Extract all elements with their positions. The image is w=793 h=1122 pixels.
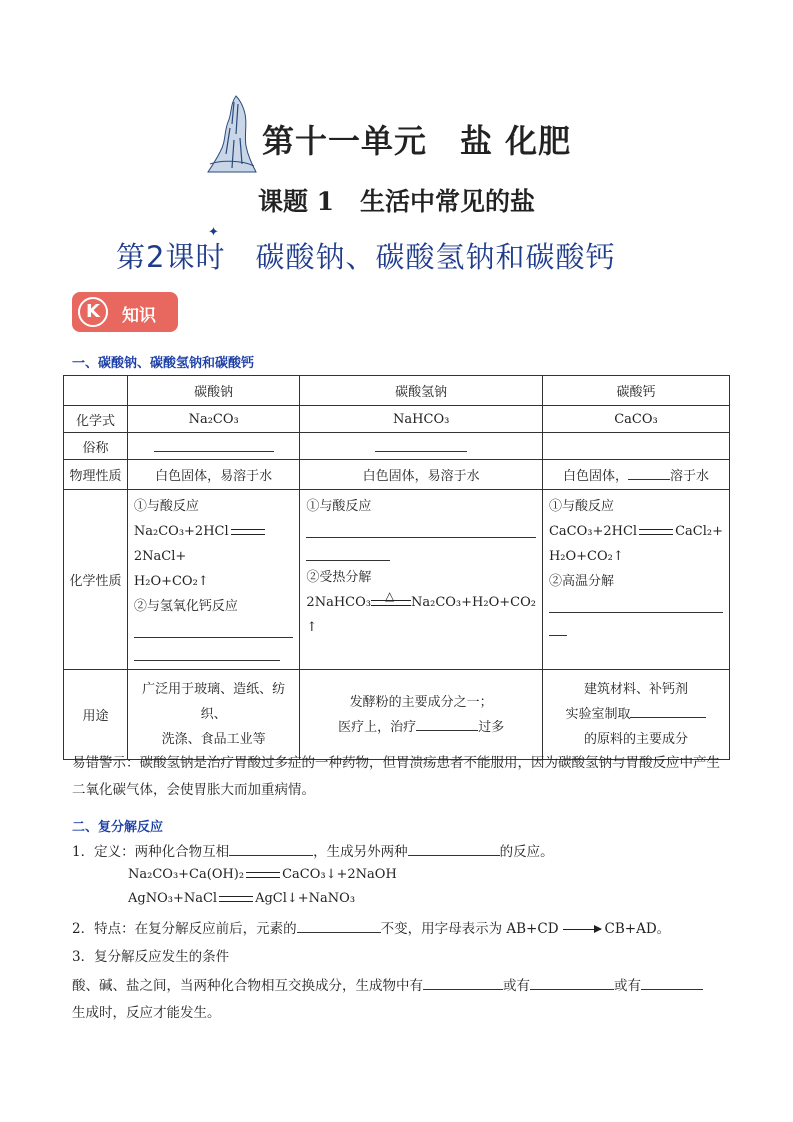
equation (134, 519, 294, 569)
fill-blank[interactable] (306, 519, 536, 538)
fill-blank[interactable] (134, 619, 294, 638)
table-cell (300, 433, 543, 460)
para-text: 的反应。 (499, 844, 554, 860)
k-letter-icon: K (78, 297, 108, 327)
table-cell: CaCO₃ (542, 406, 729, 433)
equals-sign-icon (246, 872, 280, 878)
salt-table (63, 375, 730, 760)
cell-text: ①与酸反应 (306, 499, 372, 514)
para-text: 或有 (503, 978, 530, 994)
fill-blank[interactable] (134, 642, 280, 661)
para-text: 或有 (614, 978, 641, 994)
fill-blank[interactable] (549, 617, 567, 636)
table-row (64, 490, 730, 670)
eq-left: CaCO₃+2HCl (548, 524, 638, 539)
heat-symbol: △ (384, 588, 395, 603)
star-icon: ✦ (208, 225, 219, 240)
row-label: 用途 (64, 670, 128, 760)
cell-text: 白色固体， (562, 469, 628, 484)
eq-left: 2NaHCO₃ (306, 595, 371, 610)
condition-title: 3．复分解反应发生的条件 (72, 949, 230, 965)
cell-text: ↑ (306, 620, 318, 635)
table-cell (64, 376, 128, 406)
table-cell (300, 490, 543, 670)
waterfall-logo-icon (206, 94, 258, 174)
row-label: 物理性质 (64, 460, 128, 490)
para-text: 不变，用字母表示为 AB+CD (380, 921, 559, 937)
fill-blank[interactable] (549, 594, 723, 613)
table-cell (300, 670, 543, 760)
column-header: 碳酸钠 (127, 376, 300, 406)
cell-text: 医疗上，治疗 (338, 719, 417, 735)
eq-right: 2NaCl+ (133, 549, 187, 564)
cell-text: 过多 (478, 719, 505, 735)
cell-text: 的原料的主要成分 (583, 732, 688, 747)
equation (306, 590, 536, 615)
unit-title: 第十一单元 盐 化肥 (262, 122, 572, 160)
table-cell (127, 433, 300, 460)
table-cell: 白色固体，易溶于水 (300, 460, 543, 490)
lesson-title (0, 182, 793, 218)
table-cell: 白色固体，易溶于水 (127, 460, 300, 490)
arrow-right-icon (563, 929, 601, 930)
column-header: 碳酸钙 (542, 376, 729, 406)
table-cell (542, 490, 729, 670)
section2-title: 二、复分解反应 (72, 820, 164, 835)
cell-text: ②受热分解 (306, 570, 372, 585)
eq-right: AgCl↓+NaNO₃ (255, 891, 356, 906)
eq-left: AgNO₃+NaCl (128, 891, 218, 906)
table-cell (542, 433, 729, 460)
fill-blank[interactable] (416, 716, 478, 731)
fill-blank[interactable] (306, 542, 390, 561)
para-text: 1．定义：两种化合物互相 (72, 844, 230, 860)
equals-sign-icon (219, 896, 253, 902)
fill-blank[interactable] (229, 841, 313, 856)
equals-sign-icon (639, 529, 673, 535)
period-title: 第2课时 碳酸钠、碳酸氢钠和碳酸钙 (116, 240, 616, 274)
table-row (64, 670, 730, 760)
example-equation-1 (128, 867, 397, 882)
row-label: 化学性质 (64, 490, 128, 670)
eq-right: Na₂CO₃+H₂O+CO₂ (410, 595, 536, 610)
table-cell: NaHCO₃ (300, 406, 543, 433)
table-cell (127, 490, 300, 670)
table-header-row (64, 376, 730, 406)
cell-text: 溶于水 (669, 469, 709, 484)
cell-text: 实验室制取 (565, 707, 631, 722)
cell-text: 洗涤、食品工业等 (161, 732, 266, 747)
fill-blank[interactable] (297, 918, 381, 933)
knowledge-badge (72, 292, 178, 332)
feature-line (72, 917, 670, 937)
heat-condition-icon (371, 588, 411, 610)
badge-label: 知识 (122, 306, 156, 326)
table-cell (542, 460, 729, 490)
cell-text: ①与酸反应 (133, 499, 199, 514)
cell-text: ②与氢氧化钙反应 (133, 599, 238, 614)
para-text: ，生成另外两种 (313, 844, 408, 860)
definition-line (72, 840, 554, 860)
cell-text: H₂O+CO₂↑ (548, 549, 624, 564)
para-text: 2．特点：在复分解反应前后，元素的 (72, 921, 297, 937)
eq-left: Na₂CO₃+Ca(OH)₂ (128, 867, 245, 882)
fill-blank[interactable] (408, 841, 500, 856)
cell-text: ①与酸反应 (548, 499, 614, 514)
fill-blank[interactable] (630, 703, 706, 718)
para-text: CB+AD。 (604, 921, 671, 937)
equation (549, 519, 723, 544)
cell-text (306, 715, 536, 740)
table-row (64, 406, 730, 433)
column-header: 碳酸氢钠 (300, 376, 543, 406)
lesson-number: 课题 1 (257, 187, 335, 216)
cell-text (549, 702, 723, 727)
fill-blank[interactable] (628, 465, 670, 480)
warning-note: 易错警示：碳酸氢钠是治疗胃酸过多症的一种药物，但胃溃疡患者不能服用，因为碳酸氢钠与胃酸反应中产生二氧化碳气体，会使胃胀大而加重病情。 (72, 755, 720, 798)
condition-end: 生成时，反应才能发生。 (72, 1005, 221, 1021)
cell-text: 建筑材料、补钙剂 (583, 682, 688, 697)
fill-blank[interactable] (641, 975, 703, 990)
fill-blank[interactable] (154, 437, 274, 452)
cell-text: ②高温分解 (548, 574, 614, 589)
condition-line (72, 974, 703, 994)
fill-blank[interactable] (375, 437, 467, 452)
fill-blank[interactable] (530, 975, 614, 990)
cell-text: H₂O+CO₂↑ (133, 574, 209, 589)
fill-blank[interactable] (423, 975, 503, 990)
row-label: 化学式 (64, 406, 128, 433)
eq-right: CaCO₃↓+2NaOH (282, 867, 397, 882)
cell-text: 广泛用于玻璃、造纸、纺织、 (142, 682, 286, 722)
row-label: 俗称 (64, 433, 128, 460)
table-cell (542, 670, 729, 760)
table-cell: Na₂CO₃ (127, 406, 300, 433)
eq-left: Na₂CO₃+2HCl (133, 524, 229, 539)
equals-sign-icon (231, 529, 265, 535)
lesson-name: 生活中常见的盐 (360, 187, 536, 216)
para-text: 酸、碱、盐之间，当两种化合物相互交换成分，生成物中有 (72, 978, 423, 994)
table-row (64, 460, 730, 490)
table-row (64, 433, 730, 460)
table-cell (127, 670, 300, 760)
section1-title: 一、碳酸钠、碳酸氢钠和碳酸钙 (72, 356, 255, 371)
eq-right: CaCl₂+ (675, 524, 723, 539)
cell-text: 发酵粉的主要成分之一； (349, 694, 493, 710)
example-equation-2 (128, 891, 355, 906)
